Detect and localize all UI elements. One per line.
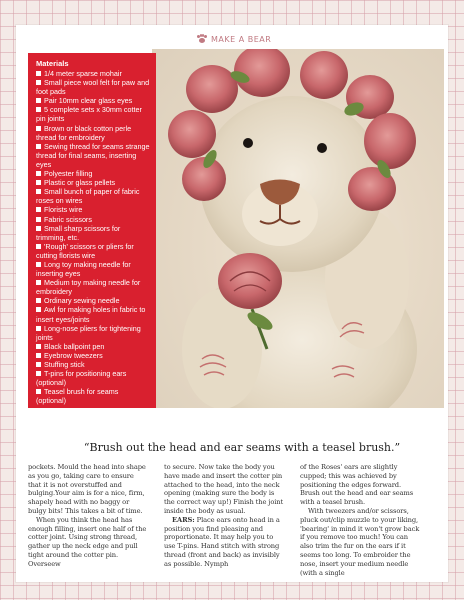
pattern-note: PATTERN SHOWN 100% — [36, 410, 150, 419]
materials-item: Small bunch of paper of fabric roses on wires — [36, 187, 150, 205]
bear-right-eye — [317, 143, 327, 153]
materials-item: Ordinary sewing needle — [36, 296, 150, 305]
materials-item: Long toy making needle for inserting eyes — [36, 260, 150, 278]
section-header-label: MAKE A BEAR — [211, 34, 272, 44]
teddy-bear-illustration — [152, 49, 444, 408]
bear-left-eye — [243, 138, 253, 148]
materials-item: Black ballpoint pen — [36, 342, 150, 351]
materials-item: Plastic or glass pellets — [36, 178, 150, 187]
materials-item: Teasel brush for seams (optional) — [36, 387, 150, 405]
materials-item: Medium toy making needle for embroidery — [36, 278, 150, 296]
paragraph: to secure. Now take the body you have made and insert the cotter pin attached to the head, into the neck opening (making sure the body is the correct way up!) Finish the joint inside the body as usual. — [164, 463, 284, 515]
paw-print-icon — [197, 34, 207, 44]
materials-item: Small piece wool felt for paw and foot pads — [36, 78, 150, 97]
materials-item: 1/4 meter sparse mohair — [36, 69, 150, 78]
teddy-bear-photo — [152, 49, 444, 408]
article-column-1 — [28, 463, 148, 569]
paragraph: pockets. Mould the head into shape as you go, taking care to ensure that it is not overstuffed and bulging.Your aim is for a nice, firm, shapely head with no baggy or bulgy bits! This takes a bit of time. — [28, 463, 146, 515]
materials-item: Stuffing stick — [36, 360, 150, 369]
materials-item: Long-nose pliers for tightening joints — [36, 324, 150, 342]
paragraph-lead: EARS: — [172, 515, 195, 524]
paragraph — [164, 516, 284, 569]
materials-item: Polyester filling — [36, 169, 150, 178]
materials-item: Florists wire — [36, 205, 150, 214]
materials-title: Materials — [36, 59, 69, 68]
materials-item: Eyebrow tweezers — [36, 351, 150, 360]
paragraph: When you think the head has enough filling, insert one half of the cotter joint. Using strong thread, gather up the neck edge and pull tight around the cotter pin. Overseew — [28, 515, 147, 568]
materials-item: Sewing thread for seams strange thread for final seams, inserting eyes — [36, 141, 150, 169]
article-column-3 — [300, 463, 420, 577]
materials-list — [36, 69, 150, 420]
materials-item: Pair 10mm clear glass eyes — [36, 96, 150, 105]
article-column-2 — [164, 463, 284, 569]
section-header — [197, 34, 271, 44]
materials-item: 'Rough' scissors or pliers for cutting florists wire — [36, 242, 150, 260]
materials-item: Brown or black cotton perle thread for embroidery — [36, 124, 150, 142]
materials-item: Awl for making holes in fabric to insert eyes/joints — [36, 305, 150, 323]
materials-box — [28, 53, 156, 420]
materials-item: Small sharp scissors for trimming, etc. — [36, 224, 150, 242]
materials-item: 5 complete sets x 30mm cotter pin joints — [36, 105, 150, 123]
materials-item: Fabric scissors — [36, 215, 150, 224]
paragraph: With tweezers and/or scissors, pluck out/clip muzzle to your liking, 'bearing' in mind it won't grow back if you remove too much! You can also trim the fur on the ears if it seems too long. To embroider the nose, insert your medium needle (with a single — [300, 506, 420, 577]
paragraph: of the Roses' ears are slightly cupped; this was achieved by positioning the edges forward. Brush out the head and ear seams with a teasel brush. — [300, 463, 414, 507]
materials-item: T-pins for positioning ears (optional) — [36, 369, 150, 387]
pull-quote: “Brush out the head and ear seams with a teasel brush.” — [83, 441, 401, 454]
paragraph-body: Place ears onto head in a position you find pleasing and proportionate. It may help you to use T-pins. Hand stitch with strong thread (front and back) as invisibly as possible. Nymph — [164, 515, 280, 568]
